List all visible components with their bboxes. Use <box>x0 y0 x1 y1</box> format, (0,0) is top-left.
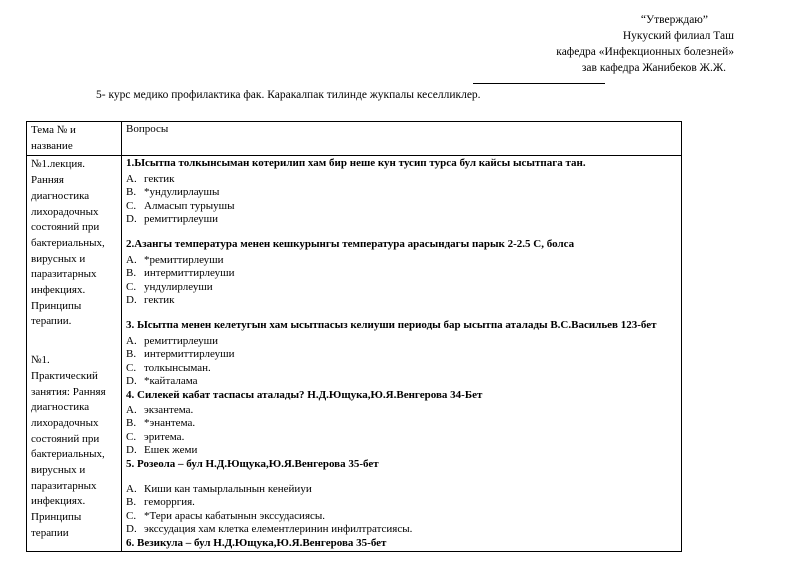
answer-options <box>126 173 677 227</box>
option-text: *ремиттирлеуши <box>144 253 224 266</box>
option-text: гектик <box>144 172 175 185</box>
approval-title: “Утверждаю” <box>640 14 708 26</box>
question-4: 4. Силекей кабат таспасы аталады? Н.Д.Ющука,Ю.Я.Венгерова 34-Бет <box>126 388 483 401</box>
approval-block <box>504 12 734 76</box>
table-header-row <box>27 122 682 156</box>
questions-table <box>26 121 682 552</box>
table-row <box>27 156 682 552</box>
document-subtitle: 5- курс медико профилактика фак. Каракалпак тилинде жукпалы кеселликлер. <box>96 89 481 101</box>
option-text: *Тери арасы кабатынын экссудасиясы. <box>144 509 326 522</box>
option-text: *ундулирлаушы <box>144 186 220 199</box>
option-marker: B. <box>126 417 137 430</box>
option-text: гектик <box>144 294 175 307</box>
option-marker: B. <box>126 496 137 509</box>
option-text: интермиттирлеуши <box>144 348 235 361</box>
option-marker: C. <box>126 430 137 443</box>
answer-option <box>126 417 677 430</box>
approval-department: кафедра «Инфекционных болезней» <box>556 46 734 58</box>
option-marker: C. <box>126 361 137 374</box>
option-marker: A. <box>126 403 137 416</box>
option-marker: D. <box>126 444 137 457</box>
option-text: экссудация хам клетка елементлеринин инфилтратсиясы. <box>144 523 413 536</box>
answer-option <box>126 444 677 457</box>
answer-option <box>126 254 677 267</box>
answer-option <box>126 510 677 523</box>
col-topic-header: Тема № и название <box>27 122 122 156</box>
option-marker: D. <box>126 375 137 388</box>
option-marker: A. <box>126 334 137 347</box>
option-text: Ешек жеми <box>144 444 198 457</box>
answer-options <box>126 404 677 458</box>
answer-option <box>126 404 677 417</box>
option-text: геморргия. <box>144 496 195 509</box>
answer-option <box>126 186 677 199</box>
option-marker: A. <box>126 253 137 266</box>
option-text: интермиттирлеуши <box>144 267 235 280</box>
answer-option <box>126 335 677 348</box>
option-text: ундулирлеуши <box>144 280 213 293</box>
question-1: 1.Ысытпа толкынсыман котерилип хам бир неше кун тусип турса бул кайсы ысытпага тан. <box>126 157 586 170</box>
option-text: *кайталама <box>144 375 198 388</box>
answer-options <box>126 254 677 308</box>
option-marker: C. <box>126 199 137 212</box>
option-text: эритема. <box>144 430 185 443</box>
col-questions-header: Вопросы <box>122 122 682 156</box>
questions-cell <box>122 156 682 552</box>
answer-option <box>126 200 677 213</box>
answer-options <box>126 483 677 537</box>
answer-option <box>126 281 677 294</box>
answer-option <box>126 523 677 536</box>
answer-options <box>126 335 677 389</box>
option-marker: D. <box>126 523 137 536</box>
answer-option <box>126 348 677 361</box>
option-marker: B. <box>126 267 137 280</box>
option-text: экзантема. <box>144 403 194 416</box>
topic-practical: №1. Практический занятия: Ранняя диагностика лихорадочных состояний при бактериальных, вирусных и паразитарных инфекциях. Принципы терапии <box>31 354 106 539</box>
answer-option <box>126 483 677 496</box>
option-marker: A. <box>126 172 137 185</box>
option-marker: B. <box>126 186 137 199</box>
question-3: 3. Ысытпа менен келетугын хам ысытпасыз келиуши периоды бар ысытпа аталады В.С.Васильев 123-бет <box>126 319 657 332</box>
option-marker: B. <box>126 348 137 361</box>
answer-option <box>126 375 677 388</box>
answer-option <box>126 173 677 186</box>
answer-option <box>126 294 677 307</box>
option-text: толкынсыман. <box>144 361 211 374</box>
question-6: 6. Везикула – бул Н.Д.Ющука,Ю.Я.Венгерова 35-бет <box>126 536 387 549</box>
option-marker: A. <box>126 482 137 495</box>
option-text: ремиттирлеуши <box>144 334 219 347</box>
answer-option <box>126 267 677 280</box>
questions-list <box>126 157 677 550</box>
answer-option <box>126 362 677 375</box>
question-2: 2.Азангы температура менен кешкурынгы температура арасындагы парык 2-2.5 С, болса <box>126 238 575 251</box>
option-marker: D. <box>126 213 137 226</box>
option-text: ремиттирлеуши <box>144 213 219 226</box>
question-5: 5. Розеола – бул Н.Д.Ющука,Ю.Я.Венгерова 35-бет <box>126 457 379 470</box>
option-text: *энантема. <box>144 417 196 430</box>
approval-head: зав кафедра Жанибеков Ж.Ж. <box>581 62 726 74</box>
topic-lecture: №1.лекция. Ранняя диагностика лихорадочных состояний при бактериальных, вирусных и паразитарных инфекциях. Принципы терапии. <box>31 158 105 328</box>
option-marker: D. <box>126 294 137 307</box>
answer-option <box>126 431 677 444</box>
approval-institution: Нукуский филиал Таш <box>622 30 734 42</box>
option-marker: C. <box>126 280 137 293</box>
answer-option <box>126 496 677 509</box>
signature-line <box>473 83 605 84</box>
option-marker: C. <box>126 509 137 522</box>
option-text: Киши кан тамырлалынын кенейиуи <box>144 482 312 495</box>
topic-cell <box>27 156 122 552</box>
answer-option <box>126 213 677 226</box>
option-text: Алмасып турыушы <box>144 199 235 212</box>
